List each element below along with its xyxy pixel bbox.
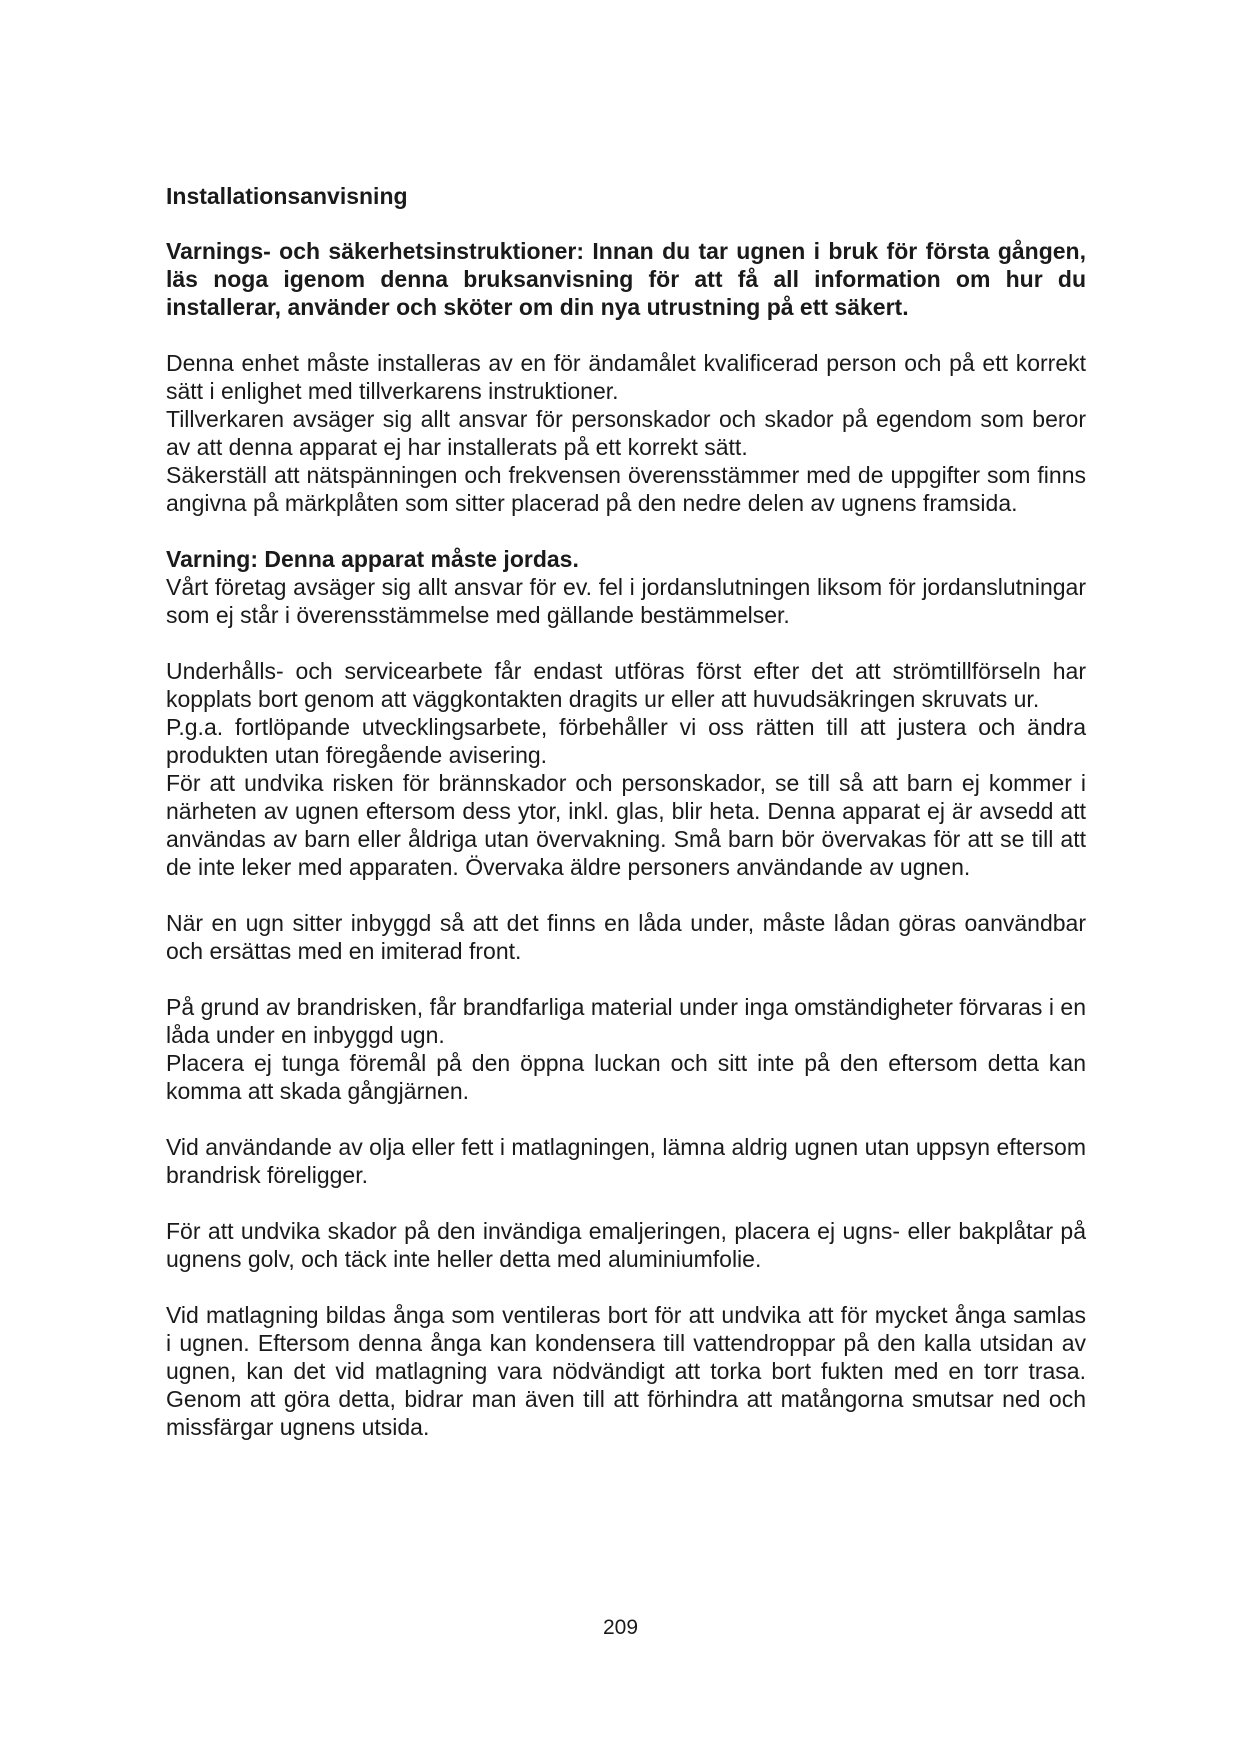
grounding-warning-heading: Varning: Denna apparat måste jordas.	[166, 546, 579, 572]
paragraph-steam: Vid matlagning bildas ånga som ventileras bort för att undvika att för mycket ånga samlas i ugnen. Eftersom denna ånga kan kondensera till vattendroppar på den kalla utsidan av ugnen, kan det vid matlagning vara nödvändigt att torka bort fukten med en torr trasa. Genom att göra detta, bidrar man även till att förhindra att matångorna smutsar ned och missfärgar ugnens utsida.	[166, 1302, 1086, 1440]
paragraph-fire-risk: På grund av brandrisken, får brandfarliga material under inga omständigheter förvaras i en låda under en inbyggd ugn.	[166, 994, 1086, 1048]
paragraph-maintenance: Underhålls- och servicearbete får endast utföras först efter det att strömtillförseln har kopplats bort genom att väggkontakten dragits ur eller att huvudsäkringen skruvats ur.	[166, 658, 1086, 712]
paragraph-liability: Tillverkaren avsäger sig allt ansvar för personskador och skador på egendom som beror av att denna apparat ej har installerats på ett korrekt sätt.	[166, 406, 1086, 460]
paragraph-drawer: När en ugn sitter inbyggd så att det finns en låda under, måste lådan göras oanvändbar och ersättas med en imiterad front.	[166, 910, 1086, 964]
page-title: Installationsanvisning	[166, 183, 408, 209]
document-page	[166, 182, 1086, 1441]
page-number: 209	[602, 1616, 639, 1639]
paragraph-installation: Denna enhet måste installeras av en för ändamålet kvalificerad person och på ett korrekt sätt i enlighet med tillverkarens instruktioner.	[166, 350, 1086, 404]
paragraph-enamel: För att undvika skador på den invändiga emaljeringen, placera ej ugns- eller bakplåtar på ugnens golv, och täck inte heller detta med aluminiumfolie.	[166, 1218, 1086, 1272]
paragraph-oil: Vid användande av olja eller fett i matlagningen, lämna aldrig ugnen utan uppsyn eftersom brandrisk föreligger.	[166, 1134, 1086, 1188]
paragraph-voltage: Säkerställ att nätspänningen och frekvensen överensstämmer med de uppgifter som finns angivna på märkplåten som sitter placerad på den nedre delen av ugnens framsida.	[166, 462, 1086, 516]
safety-intro: Varnings- och säkerhetsinstruktioner: Innan du tar ugnen i bruk för första gången, läs noga igenom denna bruksanvisning för att få all information om hur du installerar, använder och sköter om din nya utrustning på ett säkert.	[166, 238, 1086, 320]
paragraph-door: Placera ej tunga föremål på den öppna luckan och sitt inte på den eftersom detta kan komma att skada gångjärnen.	[166, 1050, 1086, 1104]
paragraph-children: För att undvika risken för brännskador och personskador, se till så att barn ej kommer i närheten av ugnen eftersom dess ytor, inkl. glas, blir heta. Denna apparat ej är avsedd att användas av barn eller åldriga utan övervakning. Små barn bör övervakas för att se till att de inte leker med apparaten. Övervaka äldre personers användande av ugnen.	[166, 770, 1086, 880]
paragraph-grounding: Vårt företag avsäger sig allt ansvar för ev. fel i jordanslutningen liksom för jordanslutningar som ej står i överensstämmelse med gällande bestämmelser.	[166, 574, 1086, 628]
paragraph-development: P.g.a. fortlöpande utvecklingsarbete, förbehåller vi oss rätten till att justera och ändra produkten utan föregående avisering.	[166, 714, 1086, 768]
